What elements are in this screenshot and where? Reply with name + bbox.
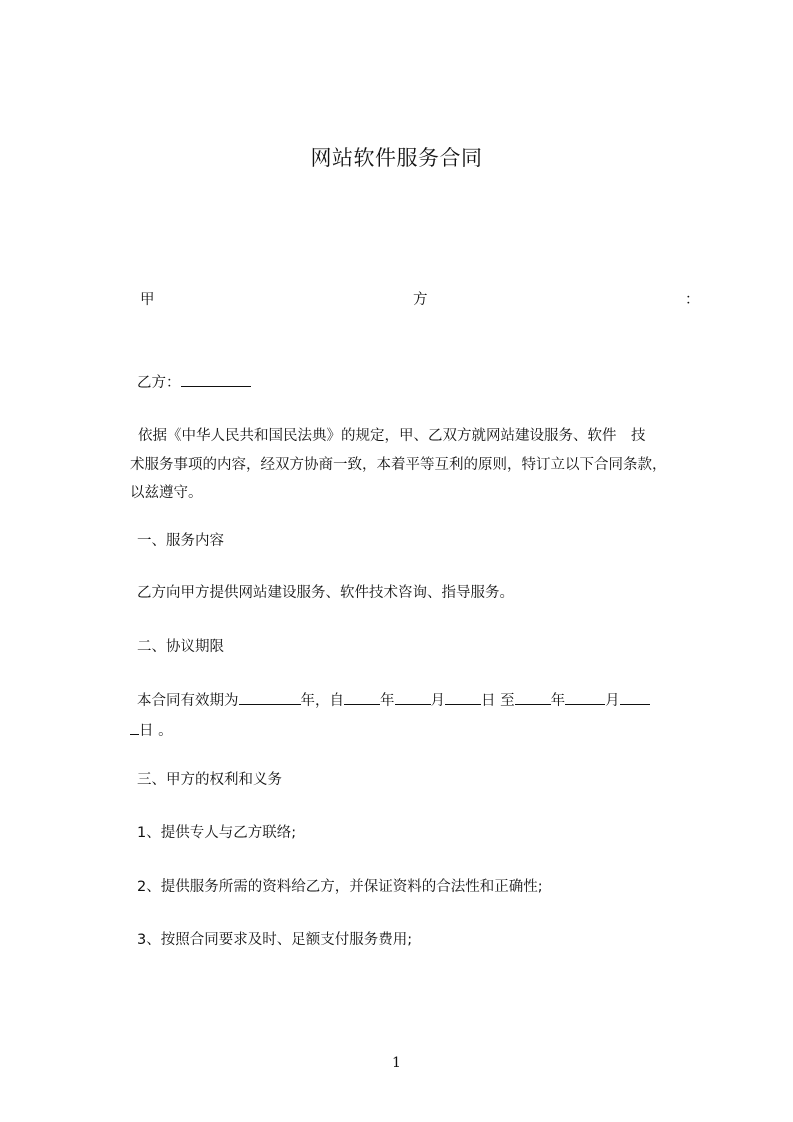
section-3-item-2: 2、提供服务所需的资料给乙方，并保证资料的合法性和正确性; <box>137 879 543 895</box>
end-day-blank-part2[interactable] <box>130 720 139 735</box>
start-month-label: 月 <box>430 693 445 709</box>
party-a-label-char2: 方 <box>413 292 428 308</box>
start-year-blank[interactable] <box>344 690 380 705</box>
end-month-label: 月 <box>605 693 620 709</box>
party-b-blank[interactable] <box>181 372 251 387</box>
end-day-blank-part1[interactable] <box>620 690 650 705</box>
preamble-line-2: 术服务事项的内容，经双方协商一致，本着平等互利的原则，特订立以下合同条款， <box>130 456 667 473</box>
term-year-from-label: 年，自 <box>300 693 344 709</box>
term-line <box>137 690 650 711</box>
end-month-blank[interactable] <box>565 690 605 705</box>
end-year-blank[interactable] <box>515 690 551 705</box>
page-number: 1 <box>392 1055 401 1071</box>
end-year-label: 年 <box>550 693 566 709</box>
preamble-line-1: 依据《中华人民共和国民法典》的规定，甲、乙双方就网站建设服务、软件 技 <box>138 428 646 444</box>
section-1-heading: 一、服务内容 <box>137 533 224 549</box>
party-a-label-colon: ： <box>685 292 700 308</box>
section-3-item-1: 1、提供专人与乙方联络; <box>137 825 297 841</box>
section-3-item-3: 3、按照合同要求及时、足额支付服务费用; <box>137 932 413 948</box>
start-month-blank[interactable] <box>395 690 431 705</box>
section-2-heading: 二、协议期限 <box>137 639 224 655</box>
start-day-blank[interactable] <box>445 690 481 705</box>
section-3-heading: 三、甲方的权利和义务 <box>137 772 282 788</box>
end-day-label: 日 。 <box>139 723 173 739</box>
preamble-line-3: 以兹遵守。 <box>130 485 203 501</box>
start-day-label: 日 至 <box>481 693 515 709</box>
term-prefix: 本合同有效期为 <box>137 693 239 709</box>
preamble-paragraph <box>130 422 700 508</box>
term-years-blank[interactable] <box>239 690 301 705</box>
party-b-label: 乙方： <box>137 375 181 391</box>
section-1-body: 乙方向甲方提供网站建设服务、软件技术咨询、指导服务。 <box>137 585 514 601</box>
term-line-continued <box>130 720 173 741</box>
party-a-label-char1: 甲 <box>140 292 155 308</box>
start-year-label: 年 <box>380 693 395 709</box>
document-title: 网站软件服务合同 <box>310 146 483 170</box>
party-b-line <box>137 372 251 393</box>
